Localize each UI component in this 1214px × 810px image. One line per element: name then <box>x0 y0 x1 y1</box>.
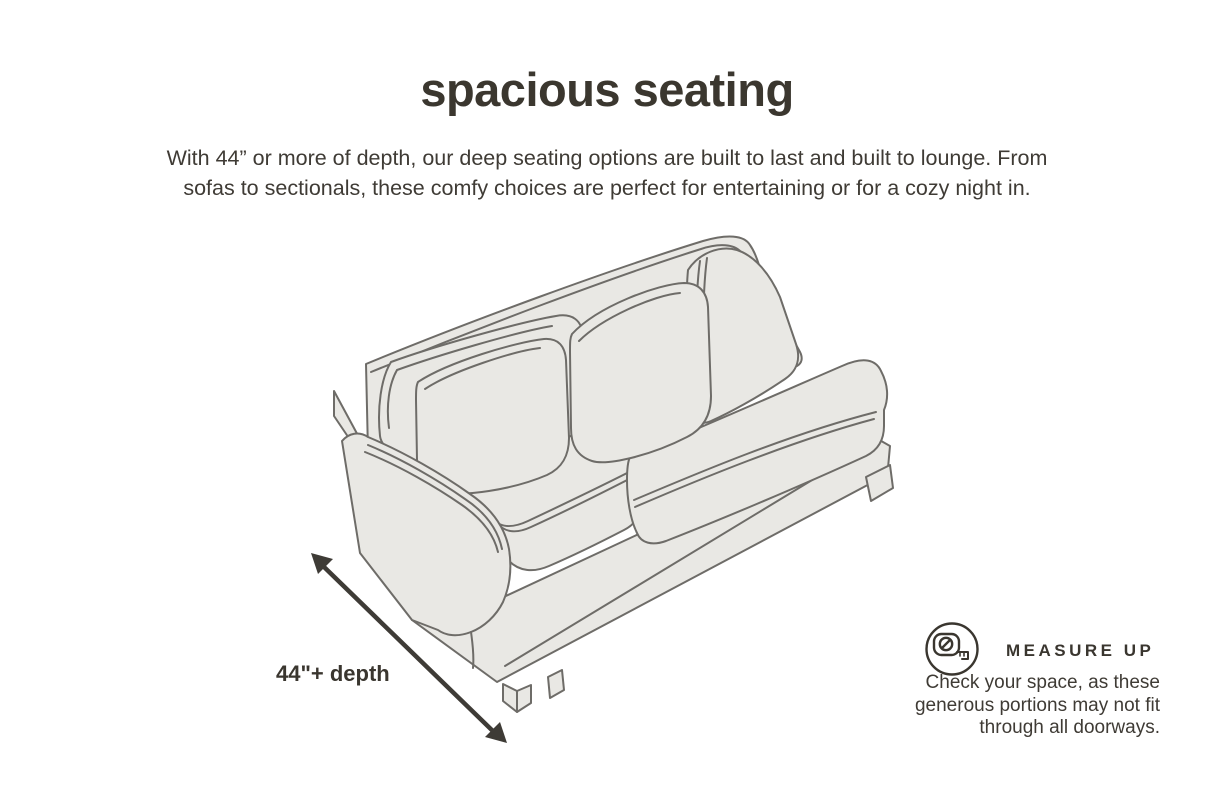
measure-up-note-line-3: through all doorways. <box>979 717 1160 738</box>
intro-line-1: With 44” or more of depth, our deep seating options are built to last and built to lounge. From <box>166 146 1048 170</box>
tape-measure-icon <box>927 624 978 675</box>
measure-up-note-line-2: generous portions may not fit <box>914 694 1160 716</box>
sofa-foot-middle <box>548 670 564 698</box>
measure-up-heading: MEASURE UP <box>1006 641 1155 660</box>
depth-dimension-label: 44"+ depth <box>276 661 390 686</box>
measure-up-note-line-1: Check your space, as these <box>925 672 1160 693</box>
page-title: spacious seating <box>420 63 794 116</box>
sofa-line-drawing <box>334 236 893 712</box>
measure-up-note <box>900 672 1160 740</box>
intro-line-2: sofas to sectionals, these comfy choices are perfect for entertaining or for a cozy night in. <box>183 176 1031 200</box>
